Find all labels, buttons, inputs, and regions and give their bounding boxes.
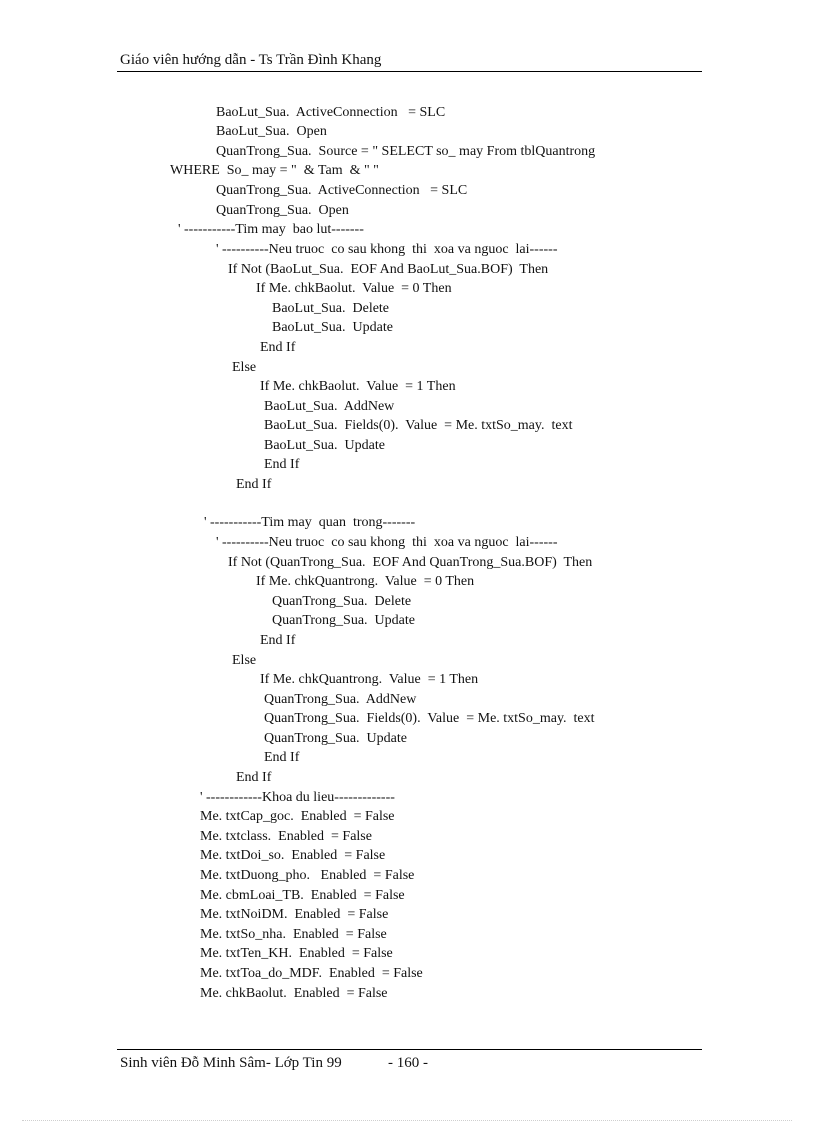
code-line: Me. txtCap_goc. Enabled = False	[200, 809, 395, 824]
code-line: QuanTrong_Sua. Fields(0). Value = Me. txtSo_may. text	[264, 711, 595, 726]
code-line: End If	[264, 750, 300, 765]
code-line: QuanTrong_Sua. ActiveConnection = SLC	[216, 183, 468, 198]
code-line: Else	[232, 360, 257, 375]
code-comment: ' ----------Neu truoc co sau khong thi xoa va nguoc lai------	[216, 242, 558, 257]
code-line: Me. txtToa_do_MDF. Enabled = False	[200, 966, 423, 981]
code-line: QuanTrong_Sua. Delete	[272, 594, 412, 609]
code-line: Me. txtNoiDM. Enabled = False	[200, 907, 389, 922]
code-comment: ' ----------Neu truoc co sau khong thi xoa va nguoc lai------	[216, 535, 558, 550]
code-line: BaoLut_Sua. Delete	[272, 301, 390, 316]
code-line: If Not (QuanTrong_Sua. EOF And QuanTrong_Sua.BOF) Then	[228, 555, 593, 570]
code-line: End If	[236, 770, 272, 785]
code-line: WHERE So_ may = " & Tam & " "	[170, 163, 379, 178]
code-line: QuanTrong_Sua. AddNew	[264, 692, 417, 707]
code-comment: ' -----------Tim may quan trong-------	[204, 515, 416, 530]
code-line: BaoLut_Sua. Update	[264, 438, 385, 453]
code-comment: ' -----------Tim may bao lut-------	[178, 222, 364, 237]
code-line: If Me. chkQuantrong. Value = 0 Then	[256, 574, 475, 589]
code-line: End If	[260, 633, 296, 648]
footer-divider	[117, 1049, 702, 1050]
code-line: BaoLut_Sua. AddNew	[264, 399, 395, 414]
header-divider	[117, 71, 702, 72]
code-line: If Me. chkBaolut. Value = 0 Then	[256, 281, 452, 296]
page-header: Giáo viên hướng dẫn - Ts Trần Đình Khang	[120, 52, 382, 68]
code-line: If Me. chkQuantrong. Value = 1 Then	[260, 672, 479, 687]
code-line: Else	[232, 653, 257, 668]
code-line: BaoLut_Sua. ActiveConnection = SLC	[216, 105, 446, 120]
code-line: Me. txtDoi_so. Enabled = False	[200, 848, 386, 863]
code-line: If Me. chkBaolut. Value = 1 Then	[260, 379, 456, 394]
code-line: Me. txtDuong_pho. Enabled = False	[200, 868, 415, 883]
code-line: Me. cbmLoai_TB. Enabled = False	[200, 888, 405, 903]
code-line: QuanTrong_Sua. Update	[264, 731, 407, 746]
page-edge-dots	[22, 1120, 792, 1121]
footer-student: Sinh viên Đỗ Minh Sâm- Lớp Tin 99	[120, 1055, 342, 1071]
code-line: QuanTrong_Sua. Update	[272, 613, 415, 628]
code-line: BaoLut_Sua. Open	[216, 124, 327, 139]
code-line: BaoLut_Sua. Update	[272, 320, 393, 335]
code-line: Me. txtclass. Enabled = False	[200, 829, 372, 844]
code-line: QuanTrong_Sua. Source = " SELECT so_ may From tblQuantrong	[216, 144, 596, 159]
code-line: QuanTrong_Sua. Open	[216, 203, 349, 218]
code-line: BaoLut_Sua. Fields(0). Value = Me. txtSo_may. text	[264, 418, 573, 433]
code-comment: ' ------------Khoa du lieu-------------	[200, 790, 395, 805]
code-line: If Not (BaoLut_Sua. EOF And BaoLut_Sua.BOF) Then	[228, 262, 549, 277]
code-line: Me. chkBaolut. Enabled = False	[200, 986, 388, 1001]
code-line: End If	[236, 477, 272, 492]
page-number: - 160 -	[388, 1055, 428, 1071]
code-line: End If	[264, 457, 300, 472]
code-line: End If	[260, 340, 296, 355]
code-line: Me. txtTen_KH. Enabled = False	[200, 946, 393, 961]
code-line: Me. txtSo_nha. Enabled = False	[200, 927, 387, 942]
